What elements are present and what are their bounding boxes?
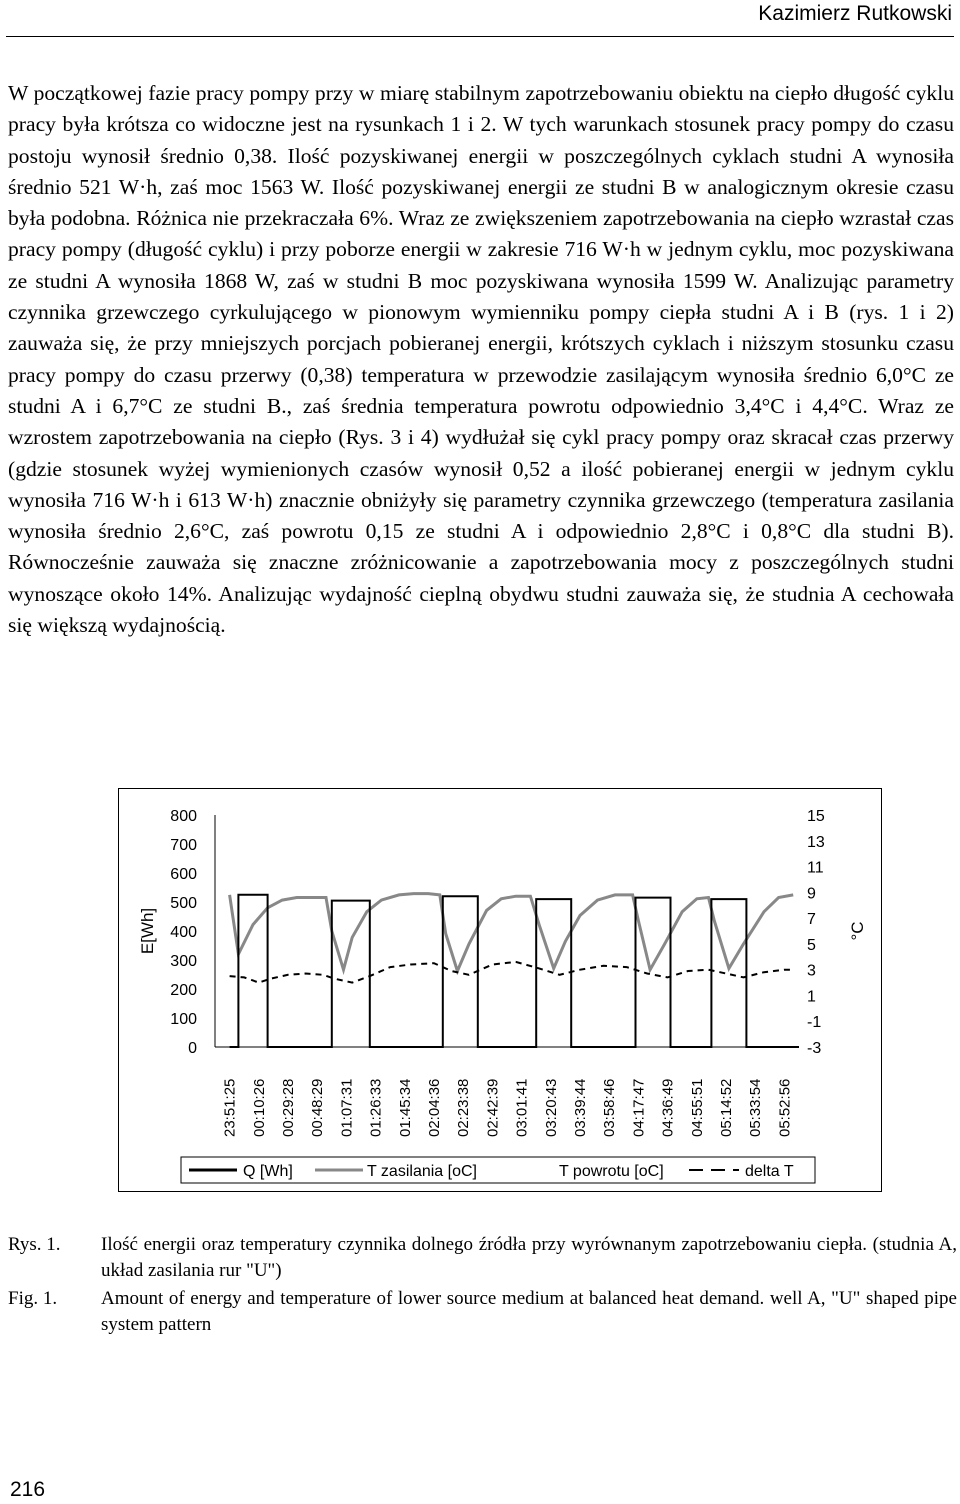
legend-label: T zasilania [oC] [367,1163,477,1180]
y2-tick-label: 9 [807,885,816,903]
x-tick-label: 02:04:36 [426,1078,443,1137]
y-tick-label: 100 [170,1011,197,1028]
x-tick-label: 05:14:52 [718,1078,735,1137]
caption-pl-label: Rys. 1. [8,1234,61,1255]
y2-tick-label: -3 [807,1040,822,1057]
chart-svg [119,789,883,1193]
x-tick-label: 02:42:39 [484,1078,502,1137]
x-tick-label: 05:52:56 [776,1078,794,1137]
caption-en-text: Amount of energy and temperature of lower source medium at balanced heat demand. well A, "U" shaped pipe system pattern [101,1288,957,1335]
x-tick-label: 23:51:25 [221,1078,239,1137]
y-tick-label: 300 [170,953,197,970]
y2-tick-label: 11 [807,859,824,877]
y-tick-label: 0 [188,1040,197,1057]
y2-axis-title: °C [848,921,867,941]
x-tick-label: 01:45:34 [396,1078,414,1137]
figure-chart [118,788,882,1192]
y2-tick-label: 7 [807,911,816,929]
x-tick-label: 03:20:43 [542,1078,560,1137]
legend-label: Q [Wh] [243,1163,293,1180]
series-t-zasilania [230,894,794,971]
x-tick-label: 05:33:54 [747,1078,765,1137]
x-tick-label: 00:29:28 [280,1078,297,1137]
header-rule [6,36,954,37]
y2-tick-label: -1 [807,1014,822,1032]
y-tick-label: 700 [170,837,197,854]
page-header [0,0,960,40]
y2-tick-label: 3 [807,962,816,980]
y2-tick-label: 5 [807,936,816,954]
series-t-powrotu [230,962,794,983]
y-tick-label: 600 [170,866,197,883]
x-tick-label: 01:07:31 [338,1078,356,1137]
x-tick-label: 04:36:49 [659,1078,677,1137]
header-author: Kazimierz Rutkowski [758,2,952,25]
x-tick-label: 02:23:38 [455,1078,473,1137]
x-tick-label: 00:10:26 [250,1078,268,1137]
y-tick-label: 200 [170,982,197,999]
legend-label: delta T [745,1163,794,1180]
x-tick-label: 01:26:33 [367,1078,385,1137]
y-axis-title: E[Wh] [138,907,157,955]
y2-tick-label: 13 [807,833,825,851]
y2-tick-label: 1 [807,988,816,1006]
y-tick-label: 500 [170,895,197,912]
x-tick-label: 00:48:29 [309,1078,327,1137]
x-tick-label: 03:39:44 [572,1078,589,1137]
x-tick-label: 04:17:47 [630,1078,648,1137]
y-tick-label: 400 [170,924,197,941]
caption-pl-text: Ilość energii oraz temperatury czynnika dolnego źródła przy wyrównanym zapotrzebowaniu ciepła. (studnia A, układ zasilania rur "U") [101,1234,957,1281]
y2-tick-label: 15 [807,808,825,825]
x-tick-label: 04:55:51 [688,1078,706,1137]
page-number: 216 [10,1478,46,1501]
y-tick-label: 800 [170,808,197,825]
legend-label: T powrotu [oC] [559,1163,664,1180]
x-tick-label: 03:58:46 [601,1078,619,1137]
body-paragraph: W początkowej fazie pracy pompy przy w miarę stabilnym zapotrzebowaniu obiektu na ciepło długość cyklu pracy była krótsza co widoczne jest na rysunkach 1 i 2. W tych warunkach stosunek pracy pompy do czasu postoju wynosił średnio 0,38. Ilość pozyskiwanej energii w poszczególnych cyklach studni A wynosiła średnio 521 W·h, zaś moc 1563 W. Ilość pozyskiwanej energii ze studni B w analogicznym okresie czasu była podobna. Różnica nie przekraczała 6%. Wraz ze zwiększeniem zapotrzebowania na ciepło wzrastał czas pracy pompy (długość cyklu) i przy poborze energii w zakresie 716 W·h w jednym cyklu, moc pozyskiwana ze studni A wynosiła 1868 W, zaś w studni B moc pozyskiwana wynosiła 1599 W. Analizując parametry czynnika grzewczego cyrkulującego w pionowym wymienniku pompy ciepła studni A i B (rys. 1 i 2) zauważa się, że przy mniejszych porcjach pobieranej energii, krótszych cyklach i niższym stosunku czasu pracy pompy do czasu przerwy (0,38) temperatura w przewodzie zasilającym wynosiła średnio 6,0°C ze studni A i 6,7°C ze studni B., zaś średnia temperatura powrotu odpowiednio 3,4°C i 4,4°C. Wraz ze wzrostem zapotrzebowania na ciepło (Rys. 3 i 4) wydłużał się cykl pracy pompy oraz skracał czas przerwy (gdzie stosunek wyżej wymienionych czasów wynosił 0,52 a ilość pobieranej energii w jednym cyklu wynosiła 716 W·h i 613 W·h) znacznie obniżyły się parametry czynnika grzewczego (temperatura zasilania wynosiła średnio 2,6°C, zaś powrotu 0,15 ze studni A i odpowiednio 2,8°C i 0,8°C dla studni B). Równocześnie zauważa się znaczne zróżnicowanie a zapotrzebowania mocy z poszczególnych studni wynoszące około 14%. Analizując wydajność cieplną obydwu studni zauważa się, że studnia A cechowała się większą wydajnością. [8,81,954,638]
x-tick-label: 03:01:41 [513,1078,531,1137]
caption-en-label: Fig. 1. [8,1288,58,1309]
